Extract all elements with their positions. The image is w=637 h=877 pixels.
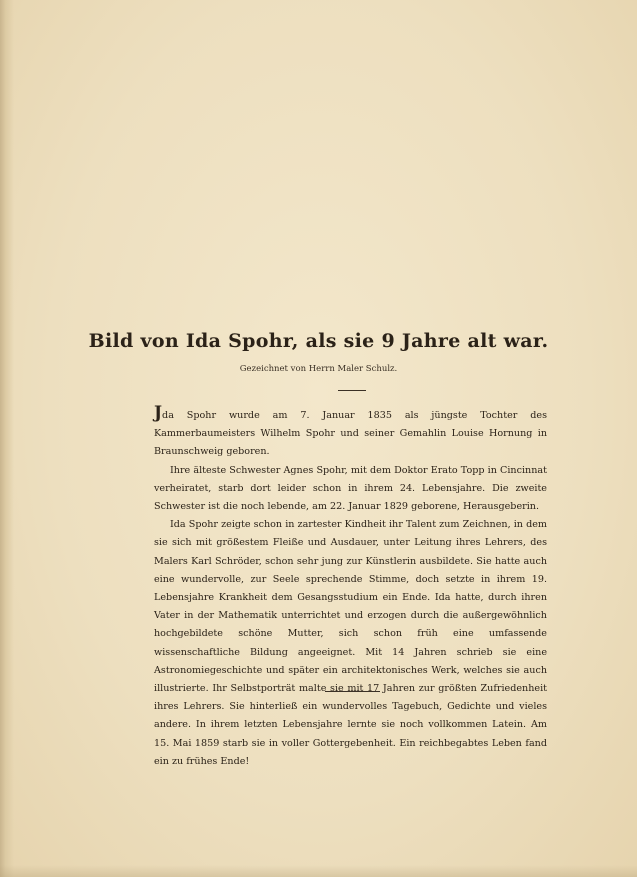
paragraph-2: Ihre älteste Schwester Agnes Spohr, mit dem Doktor Erato Topp in Cincinnat verheiratet, starb dort leider schon in ihrem 24. Lebensjahre. Die zweite Schwester ist die noch lebende, am 22. Januar 1829 geborene, Herausgeberin.: [154, 464, 547, 513]
body-text: [154, 403, 547, 771]
paragraph-3: Ida Spohr zeigte schon in zartester Kindheit ihr Talent zum Zeichnen, in dem sie sich mit größestem Fleiße und Ausdauer, unter Leitung ihres Lehrers, des Malers Karl Schröder, schon sehr jung zur Künstlerin ausbildete. Sie hatte auch eine wundervolle, zur Seele sprechende Stimme, doch setzte in ihrem 19. Lebensjahre Krankheit dem Gesangsstudium ein Ende. Ida hatte, durch ihren Vater in der Mathematik unterrichtet und erzogen durch die außergewöhnlich hochgebildete schöne Mutter, sich schon früh eine umfassende wissenschaftliche Bildung angeeignet. Mit 14 Jahren schrieb sie eine Astronomiegeschichte und später ein architektonisches Werk, welches sie auch illustrierte. Ihr Selbstporträt malte sie mit 17 Jahren zur größten Zufriedenheit ihres Lehrers. Sie hinterließ ein wundervolles Tagebuch, Gedichte und vieles andere. In ihrem letzten Lebensjahre lernte sie noch vollkommen Latein. Am 15. Mai 1859 starb sie in voller Gottergebenheit. Ein reichbegabtes Leben fand ein zu frühes Ende!: [154, 519, 547, 767]
closing-divider: [325, 691, 380, 692]
page-edge-shadow: [0, 0, 14, 877]
paragraph-1-text: da Spohr wurde am 7. Januar 1835 als jüngste Tochter des Kammerbaumeisters Wilhelm Spohr und seiner Gemahlin Louise Hornung in Braunschweig geboren.: [154, 410, 547, 458]
page-title: Bild von Ida Spohr, als sie 9 Jahre alt war.: [88, 330, 549, 352]
page-bottom-shadow: [0, 865, 637, 877]
subtitle-credit: Gezeichnet von Herrn Maler Schulz.: [239, 364, 398, 374]
paragraph-1: [154, 403, 547, 462]
title-divider: [338, 390, 366, 391]
drop-initial: J: [154, 403, 163, 423]
